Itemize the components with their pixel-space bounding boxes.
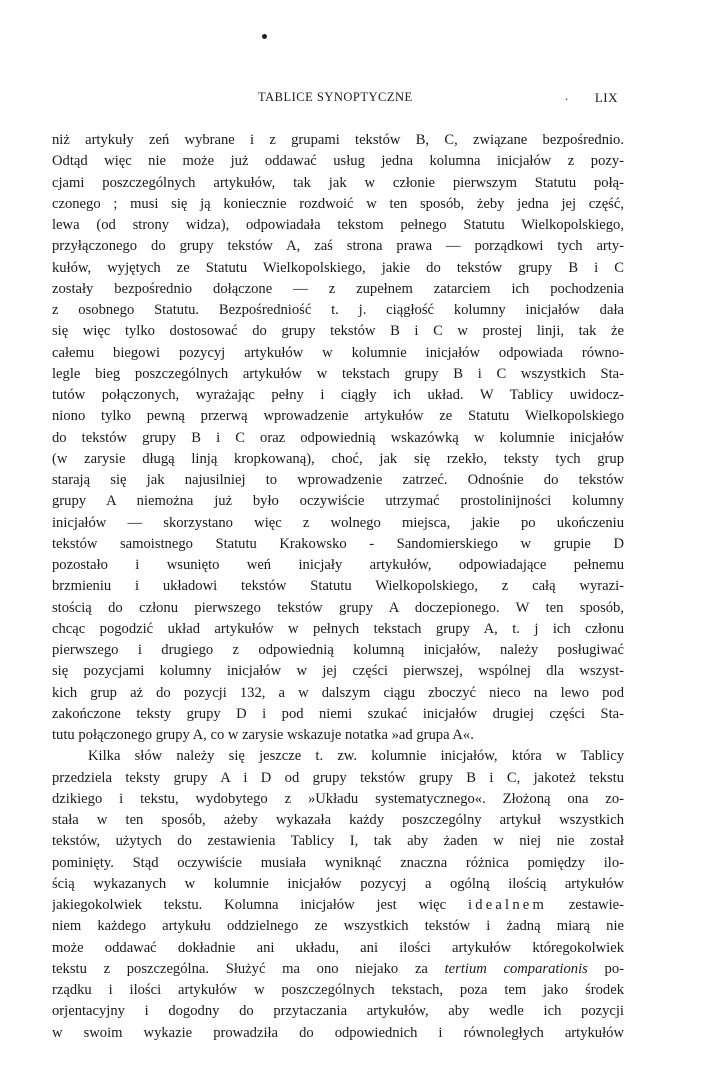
text-line-mixed [52, 959, 624, 980]
text-line: rządku i ilości artykułów w poszczególnych tekstach, poza tem jako środek [52, 982, 624, 998]
text-line: kich grup aż do pozycji 132, a w dalszym ciągu zboczyć nieco na lewo pod [52, 684, 624, 701]
text-line: niż artykuły zeń wybrane i z grupami tekstów B, C, związane bezpośrednio. [52, 132, 624, 148]
text-line: czonego ; musi się ją koniecznie rozdwoić w ten sposób, żeby jedna jej część, [52, 195, 624, 212]
text-line: tekstów samoistnego Statutu Krakowsko - Sandomierskiego w grupie D [52, 535, 624, 552]
text-line: legle bieg poszczególnych artykułów w tekstach grupy B i C wszystkich Sta- [52, 365, 624, 382]
header-dot: . [565, 89, 569, 103]
spaced-emphasis: idealnem [467, 897, 548, 913]
text-line: stością do członu pierwszego tekstów grupy A doczepionego. W ten sposób, [52, 599, 624, 616]
text-line: Odtąd więc nie może już oddawać usług jedna kolumna inicjałów z pozy- [52, 153, 624, 170]
text-segment: zestawie- [568, 897, 624, 913]
text-line: z osobnego Statutu. Bezpośredniość t. j. ciągłość kolumny inicjałów dała [52, 302, 624, 318]
text-line: zakończone teksty grupy D i pod niemi szukać inicjałów drugiej części Sta- [52, 705, 624, 722]
body-text [52, 130, 624, 1044]
text-line: tutów połączonych, wyrażając pełny i ciągły ich układ. W Tablicy uwidocz- [52, 387, 624, 403]
text-line: pominięty. Stąd oczywiście musiała wyniknąć znaczna różnica pomiędzy ilo- [52, 854, 624, 871]
text-line: przedziela teksty grupy A i D od grupy tekstów grupy B i C, jakoteż tekstu [52, 769, 624, 786]
text-line: może oddawać dokładnie ani układu, ani ilości artykułów któregokolwiek [52, 939, 624, 956]
text-line: (w zarysie długą linją kropkowaną), choć, jak się rzekło, teksty tych grup [52, 450, 624, 467]
text-line: zostały bezpośrednio dołączone — z zupełnem zatarciem ich pochodzenia [52, 280, 624, 297]
text-line: grupy A niemożna już było oczywiście utrzymać prostolinijności kolumny [52, 493, 624, 510]
text-line: pierwszego i drugiego z odpowiednią kolumną inicjałów, należy posługiwać [52, 642, 624, 658]
ink-dot [262, 34, 267, 39]
text-line: tekstów, użytych do zestawienia Tablicy I, tak aby żaden w niej nie został [52, 833, 624, 850]
text-line: się więc tylko dostosować do grupy tekstów B i C w prostej linji, tak że [52, 323, 624, 340]
text-segment: tekstu z poszczególna. Służyć ma ono niejako za [52, 960, 428, 977]
text-line: ścią wykazanych w kolumnie inicjałów pozycyj a ogólną ilością artykułów [52, 875, 624, 892]
text-line: lewa (od strony widza), odpowiadała tekstom pełnego Statutu Wielkopolskiego, [52, 217, 624, 233]
text-line: całemu biegowi pozycyj artykułów w kolumnie inicjałów odpowiada równo- [52, 344, 624, 361]
header-title: TABLICE SYNOPTYCZNE [258, 90, 413, 104]
italic-phrase: tertium comparationis [444, 960, 588, 977]
text-line-mixed [52, 895, 624, 916]
text-line: brzmieniu i układowi tekstów Statutu Wielkopolskiego, z całą wyrazi- [52, 578, 624, 595]
text-line: inicjałów — skorzystano więc z wolnego miejsca, jakie po ukończeniu [52, 514, 624, 531]
text-segment: jakiegokolwiek tekstu. Kolumna inicjałów jest więc [52, 897, 447, 913]
text-line: w swoim wykazie prowadziła do odpowiednich i równoległych artykułów [52, 1024, 624, 1041]
text-segment: po- [604, 960, 624, 977]
paragraph-1 [52, 130, 624, 746]
text-line: niem każdego artykułu oddzielnego ze wszystkich tekstów i żadną miarą nie [52, 918, 624, 935]
text-line: starają się jak najusilniej to wprowadzenie zatrzeć. Odnośnie do tekstów [52, 472, 624, 488]
text-line: przyłączonego do grupy tekstów A, zaś strona prawa — porządkowi tych arty- [52, 238, 624, 255]
text-line: Kilka słów należy się jeszcze t. zw. kolumnie inicjałów, która w Tablicy [88, 748, 624, 765]
text-line: do tekstów grupy B i C oraz odpowiednią wskazówką w kolumnie inicjałów [52, 429, 624, 446]
page-number: LIX [594, 90, 618, 105]
text-line: orjentacyjny i dogodny do przytaczania artykułów, aby wedle ich pozycji [52, 1003, 624, 1020]
text-line: się pozycjami kolumny inicjałów w jej części pierwszej, wspólnej dla wszyst- [52, 663, 624, 680]
text-line: kułów, wyjętych ze Statutu Wielkopolskiego, jakie do tekstów grupy B i C [52, 259, 624, 276]
text-line: dzikiego i tekstu, wydobytego z »Układu systematycznego«. Złożoną ona zo- [52, 790, 624, 807]
text-line: pozostało i wsunięto weń inicjały artykułów, odpowiadające pełnemu [52, 557, 624, 573]
paragraph-2 [52, 746, 624, 1044]
text-line: tutu połączonego grupy A, co w zarysie wskazuje notatka »ad grupa A«. [52, 727, 474, 743]
text-line: stała w ten sposób, ażeby wykazała każdy poszczególny artykuł wszystkich [52, 812, 624, 828]
text-line: cjami poszczególnych artykułów, tak jak w członie pierwszym Statutu połą- [52, 174, 624, 191]
text-line: chcąc pogodzić układ artykułów w pełnych tekstach grupy A, t. j ich członu [52, 620, 624, 637]
text-line: niono tylko pewną przerwą wprowadzenie artykułów ze Statutu Wielkopolskiego [52, 408, 624, 425]
running-header [52, 90, 622, 110]
